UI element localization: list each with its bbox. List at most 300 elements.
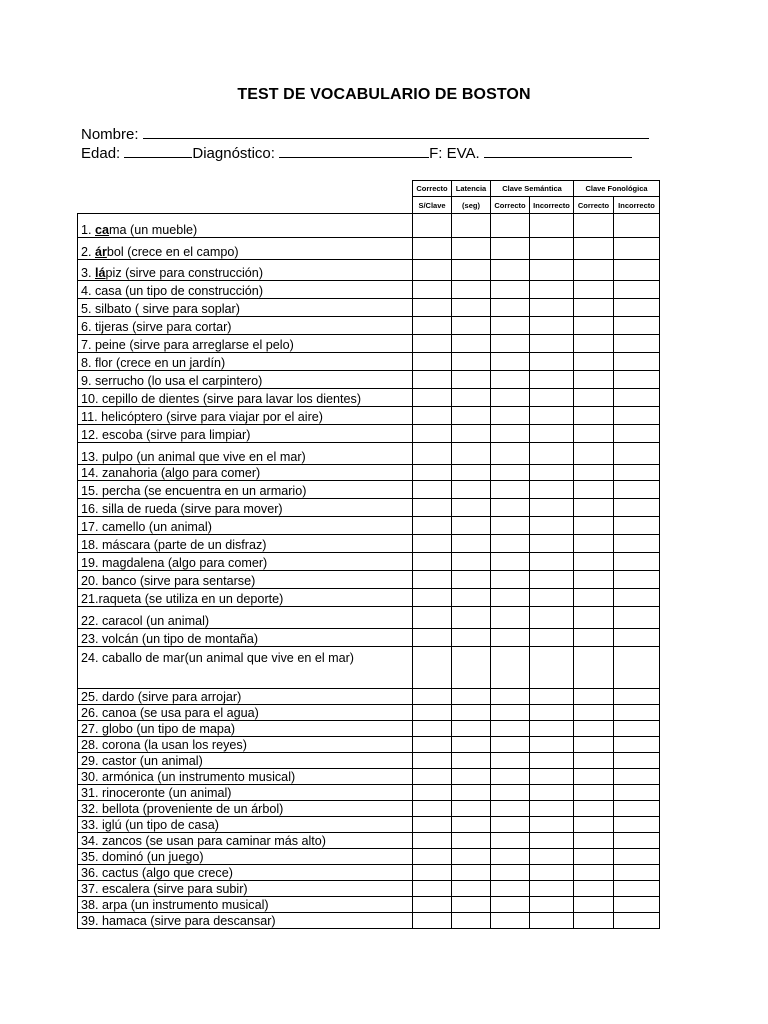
col-clave-fonologica: Clave Fonológica bbox=[574, 181, 660, 197]
item-label: 34. zancos (se usan para caminar más alto) bbox=[78, 833, 413, 849]
cell-sem-correcto[interactable] bbox=[491, 647, 530, 689]
table-row bbox=[78, 833, 660, 849]
cell-fon-correcto[interactable] bbox=[574, 425, 614, 443]
cell-fon-incorrecto[interactable] bbox=[614, 849, 660, 865]
table-row bbox=[78, 865, 660, 881]
cell-sem-incorrecto[interactable] bbox=[530, 801, 574, 817]
cell-sem-correcto[interactable] bbox=[491, 425, 530, 443]
cell-sem-correcto[interactable] bbox=[491, 299, 530, 317]
cell-sem-incorrecto[interactable] bbox=[530, 817, 574, 833]
table-row bbox=[78, 913, 660, 929]
item-label: 38. arpa (un instrumento musical) bbox=[78, 897, 413, 913]
cell-correcto[interactable] bbox=[413, 647, 452, 689]
cell-latencia[interactable] bbox=[452, 335, 491, 353]
cell-sem-correcto[interactable] bbox=[491, 833, 530, 849]
item-rest: bol (crece en el campo) bbox=[106, 245, 239, 259]
cell-sem-correcto[interactable] bbox=[491, 629, 530, 647]
cell-correcto[interactable] bbox=[413, 833, 452, 849]
item-label: 37. escalera (sirve para subir) bbox=[78, 881, 413, 897]
table-row bbox=[78, 317, 660, 335]
cell-correcto[interactable] bbox=[413, 571, 452, 589]
cell-fon-correcto[interactable] bbox=[574, 407, 614, 425]
item-label: 8. flor (crece en un jardín) bbox=[78, 353, 413, 371]
cell-latencia[interactable] bbox=[452, 705, 491, 721]
cell-fon-correcto[interactable] bbox=[574, 769, 614, 785]
cell-latencia[interactable] bbox=[452, 465, 491, 481]
col-sem-correcto: Correcto bbox=[491, 197, 530, 214]
cell-fon-incorrecto[interactable] bbox=[614, 647, 660, 689]
cell-fon-correcto[interactable] bbox=[574, 849, 614, 865]
cell-fon-correcto[interactable] bbox=[574, 353, 614, 371]
cell-correcto[interactable] bbox=[413, 425, 452, 443]
cell-sem-incorrecto[interactable] bbox=[530, 833, 574, 849]
cell-sem-incorrecto[interactable] bbox=[530, 281, 574, 299]
cell-sem-incorrecto[interactable] bbox=[530, 535, 574, 553]
item-rest: piz (sirve para construcción) bbox=[105, 266, 264, 280]
cell-fon-correcto[interactable] bbox=[574, 817, 614, 833]
cell-correcto[interactable] bbox=[413, 817, 452, 833]
cell-sem-incorrecto[interactable] bbox=[530, 353, 574, 371]
cell-fon-incorrecto[interactable] bbox=[614, 371, 660, 389]
cell-sem-correcto[interactable] bbox=[491, 443, 530, 465]
item-label: 24. caballo de mar(un animal que vive en el mar) bbox=[78, 647, 413, 689]
item-label: 21.raqueta (se utiliza en un deporte) bbox=[78, 589, 413, 607]
cell-fon-correcto[interactable] bbox=[574, 647, 614, 689]
cell-correcto[interactable] bbox=[413, 689, 452, 705]
cell-sem-correcto[interactable] bbox=[491, 571, 530, 589]
cell-correcto[interactable] bbox=[413, 553, 452, 571]
cell-fon-correcto[interactable] bbox=[574, 238, 614, 260]
cell-latencia[interactable] bbox=[452, 737, 491, 753]
cell-sem-correcto[interactable] bbox=[491, 865, 530, 881]
edad-label: Edad: bbox=[81, 145, 121, 162]
item-label: 10. cepillo de dientes (sirve para lavar los dientes) bbox=[78, 389, 413, 407]
cell-fon-incorrecto[interactable] bbox=[614, 607, 660, 629]
cell-sem-incorrecto[interactable] bbox=[530, 371, 574, 389]
cell-correcto[interactable] bbox=[413, 260, 452, 281]
cell-fon-correcto[interactable] bbox=[574, 389, 614, 407]
cell-correcto[interactable] bbox=[413, 465, 452, 481]
cell-latencia[interactable] bbox=[452, 689, 491, 705]
cell-sem-correcto[interactable] bbox=[491, 753, 530, 769]
cell-fon-correcto[interactable] bbox=[574, 443, 614, 465]
cell-latencia[interactable] bbox=[452, 785, 491, 801]
cell-sem-correcto[interactable] bbox=[491, 517, 530, 535]
item-phonetic-cue: ár bbox=[95, 245, 107, 259]
cell-fon-incorrecto[interactable] bbox=[614, 465, 660, 481]
cell-correcto[interactable] bbox=[413, 753, 452, 769]
item-label: 20. banco (sirve para sentarse) bbox=[78, 571, 413, 589]
cell-correcto[interactable] bbox=[413, 499, 452, 517]
cell-fon-correcto[interactable] bbox=[574, 499, 614, 517]
cell-fon-incorrecto[interactable] bbox=[614, 553, 660, 571]
cell-latencia[interactable] bbox=[452, 260, 491, 281]
cell-sem-incorrecto[interactable] bbox=[530, 214, 574, 238]
cell-fon-incorrecto[interactable] bbox=[614, 865, 660, 881]
cell-latencia[interactable] bbox=[452, 881, 491, 897]
cell-fon-correcto[interactable] bbox=[574, 897, 614, 913]
col-seg: (seg) bbox=[452, 197, 491, 214]
col-latencia: Latencia bbox=[452, 181, 491, 197]
item-label: 31. rinoceronte (un animal) bbox=[78, 785, 413, 801]
cell-sem-incorrecto[interactable] bbox=[530, 481, 574, 499]
cell-latencia[interactable] bbox=[452, 833, 491, 849]
cell-sem-incorrecto[interactable] bbox=[530, 299, 574, 317]
cell-sem-incorrecto[interactable] bbox=[530, 553, 574, 571]
cell-fon-incorrecto[interactable] bbox=[614, 897, 660, 913]
table-row bbox=[78, 238, 660, 260]
cell-correcto[interactable] bbox=[413, 589, 452, 607]
cell-sem-incorrecto[interactable] bbox=[530, 443, 574, 465]
cell-fon-incorrecto[interactable] bbox=[614, 335, 660, 353]
cell-correcto[interactable] bbox=[413, 913, 452, 929]
cell-latencia[interactable] bbox=[452, 389, 491, 407]
cell-latencia[interactable] bbox=[452, 865, 491, 881]
diagnostico-field[interactable] bbox=[279, 143, 429, 158]
cell-fon-correcto[interactable] bbox=[574, 281, 614, 299]
cell-latencia[interactable] bbox=[452, 647, 491, 689]
cell-sem-correcto[interactable] bbox=[491, 849, 530, 865]
cell-latencia[interactable] bbox=[452, 607, 491, 629]
cell-sem-correcto[interactable] bbox=[491, 721, 530, 737]
feva-label: F: EVA. bbox=[429, 145, 480, 162]
cell-fon-correcto[interactable] bbox=[574, 865, 614, 881]
cell-latencia[interactable] bbox=[452, 817, 491, 833]
table-row bbox=[78, 335, 660, 353]
cell-sem-correcto[interactable] bbox=[491, 407, 530, 425]
cell-fon-correcto[interactable] bbox=[574, 705, 614, 721]
cell-sem-correcto[interactable] bbox=[491, 589, 530, 607]
cell-fon-correcto[interactable] bbox=[574, 785, 614, 801]
table-row bbox=[78, 465, 660, 481]
cell-correcto[interactable] bbox=[413, 317, 452, 335]
cell-sem-correcto[interactable] bbox=[491, 499, 530, 517]
cell-latencia[interactable] bbox=[452, 317, 491, 335]
cell-latencia[interactable] bbox=[452, 371, 491, 389]
cell-latencia[interactable] bbox=[452, 753, 491, 769]
cell-latencia[interactable] bbox=[452, 299, 491, 317]
item-label: 39. hamaca (sirve para descansar) bbox=[78, 913, 413, 929]
edad-line bbox=[81, 143, 632, 162]
cell-correcto[interactable] bbox=[413, 737, 452, 753]
cell-fon-incorrecto[interactable] bbox=[614, 881, 660, 897]
cell-sem-incorrecto[interactable] bbox=[530, 881, 574, 897]
cell-sem-incorrecto[interactable] bbox=[530, 753, 574, 769]
cell-latencia[interactable] bbox=[452, 214, 491, 238]
cell-latencia[interactable] bbox=[452, 801, 491, 817]
cell-correcto[interactable] bbox=[413, 371, 452, 389]
cell-sem-correcto[interactable] bbox=[491, 353, 530, 371]
cell-sem-incorrecto[interactable] bbox=[530, 849, 574, 865]
cell-fon-correcto[interactable] bbox=[574, 629, 614, 647]
table-row bbox=[78, 769, 660, 785]
cell-correcto[interactable] bbox=[413, 607, 452, 629]
table-row bbox=[78, 299, 660, 317]
cell-fon-incorrecto[interactable] bbox=[614, 260, 660, 281]
cell-fon-correcto[interactable] bbox=[574, 481, 614, 499]
table-row bbox=[78, 753, 660, 769]
cell-fon-correcto[interactable] bbox=[574, 881, 614, 897]
cell-fon-correcto[interactable] bbox=[574, 260, 614, 281]
cell-latencia[interactable] bbox=[452, 897, 491, 913]
cell-sem-incorrecto[interactable] bbox=[530, 335, 574, 353]
cell-fon-correcto[interactable] bbox=[574, 689, 614, 705]
item-label: 35. dominó (un juego) bbox=[78, 849, 413, 865]
cell-fon-correcto[interactable] bbox=[574, 833, 614, 849]
cell-fon-correcto[interactable] bbox=[574, 299, 614, 317]
cell-sem-incorrecto[interactable] bbox=[530, 721, 574, 737]
table-row bbox=[78, 407, 660, 425]
col-sem-incorrecto: Incorrecto bbox=[530, 197, 574, 214]
cell-sem-correcto[interactable] bbox=[491, 769, 530, 785]
cell-fon-incorrecto[interactable] bbox=[614, 238, 660, 260]
feva-field[interactable] bbox=[484, 143, 632, 158]
cell-correcto[interactable] bbox=[413, 801, 452, 817]
cell-fon-incorrecto[interactable] bbox=[614, 721, 660, 737]
cell-sem-incorrecto[interactable] bbox=[530, 705, 574, 721]
item-label: 17. camello (un animal) bbox=[78, 517, 413, 535]
item-label: 11. helicóptero (sirve para viajar por el aire) bbox=[78, 407, 413, 425]
cell-correcto[interactable] bbox=[413, 897, 452, 913]
item-label: 5. silbato ( sirve para soplar) bbox=[78, 299, 413, 317]
cell-sem-correcto[interactable] bbox=[491, 535, 530, 553]
cell-correcto[interactable] bbox=[413, 238, 452, 260]
cell-correcto[interactable] bbox=[413, 721, 452, 737]
col-correcto: Correcto bbox=[413, 181, 452, 197]
cell-fon-correcto[interactable] bbox=[574, 753, 614, 769]
cell-fon-correcto[interactable] bbox=[574, 535, 614, 553]
cell-sem-incorrecto[interactable] bbox=[530, 737, 574, 753]
edad-field[interactable] bbox=[124, 143, 192, 158]
cell-correcto[interactable] bbox=[413, 299, 452, 317]
item-label: 22. caracol (un animal) bbox=[78, 607, 413, 629]
item-label: 19. magdalena (algo para comer) bbox=[78, 553, 413, 571]
cell-correcto[interactable] bbox=[413, 535, 452, 553]
cell-fon-correcto[interactable] bbox=[574, 317, 614, 335]
cell-latencia[interactable] bbox=[452, 499, 491, 517]
cell-fon-incorrecto[interactable] bbox=[614, 299, 660, 317]
cell-fon-incorrecto[interactable] bbox=[614, 517, 660, 535]
table-row bbox=[78, 689, 660, 705]
cell-sem-correcto[interactable] bbox=[491, 553, 530, 571]
cell-sem-correcto[interactable] bbox=[491, 817, 530, 833]
cell-sem-correcto[interactable] bbox=[491, 481, 530, 499]
table-row bbox=[78, 571, 660, 589]
cell-sem-correcto[interactable] bbox=[491, 801, 530, 817]
cell-fon-incorrecto[interactable] bbox=[614, 913, 660, 929]
cell-sem-incorrecto[interactable] bbox=[530, 769, 574, 785]
cell-sem-correcto[interactable] bbox=[491, 705, 530, 721]
cell-fon-incorrecto[interactable] bbox=[614, 535, 660, 553]
cell-latencia[interactable] bbox=[452, 238, 491, 260]
item-label: 14. zanahoria (algo para comer) bbox=[78, 465, 413, 481]
cell-sem-incorrecto[interactable] bbox=[530, 517, 574, 535]
header-blank bbox=[78, 181, 413, 214]
item-label bbox=[78, 260, 413, 281]
item-label bbox=[78, 214, 413, 238]
cell-fon-incorrecto[interactable] bbox=[614, 737, 660, 753]
cell-fon-incorrecto[interactable] bbox=[614, 499, 660, 517]
cell-correcto[interactable] bbox=[413, 785, 452, 801]
cell-sem-incorrecto[interactable] bbox=[530, 238, 574, 260]
item-label: 7. peine (sirve para arreglarse el pelo) bbox=[78, 335, 413, 353]
cell-latencia[interactable] bbox=[452, 849, 491, 865]
item-number: 3. bbox=[81, 266, 96, 280]
cell-fon-correcto[interactable] bbox=[574, 571, 614, 589]
cell-latencia[interactable] bbox=[452, 571, 491, 589]
table-row bbox=[78, 607, 660, 629]
cell-latencia[interactable] bbox=[452, 769, 491, 785]
cell-sem-correcto[interactable] bbox=[491, 335, 530, 353]
cell-correcto[interactable] bbox=[413, 281, 452, 299]
item-label: 9. serrucho (lo usa el carpintero) bbox=[78, 371, 413, 389]
cell-sem-correcto[interactable] bbox=[491, 317, 530, 335]
cell-correcto[interactable] bbox=[413, 517, 452, 535]
cell-fon-correcto[interactable] bbox=[574, 737, 614, 753]
cell-sem-incorrecto[interactable] bbox=[530, 785, 574, 801]
cell-sem-correcto[interactable] bbox=[491, 881, 530, 897]
cell-sem-correcto[interactable] bbox=[491, 465, 530, 481]
cell-sem-correcto[interactable] bbox=[491, 737, 530, 753]
col-clave-semantica: Clave Semántica bbox=[491, 181, 574, 197]
cell-fon-incorrecto[interactable] bbox=[614, 589, 660, 607]
cell-correcto[interactable] bbox=[413, 214, 452, 238]
cell-fon-incorrecto[interactable] bbox=[614, 481, 660, 499]
cell-fon-correcto[interactable] bbox=[574, 517, 614, 535]
cell-latencia[interactable] bbox=[452, 553, 491, 571]
cell-latencia[interactable] bbox=[452, 913, 491, 929]
cell-fon-correcto[interactable] bbox=[574, 465, 614, 481]
cell-sem-correcto[interactable] bbox=[491, 913, 530, 929]
table-row bbox=[78, 499, 660, 517]
cell-correcto[interactable] bbox=[413, 705, 452, 721]
cell-sem-correcto[interactable] bbox=[491, 260, 530, 281]
table-row bbox=[78, 801, 660, 817]
table-row bbox=[78, 721, 660, 737]
cell-sem-correcto[interactable] bbox=[491, 214, 530, 238]
cell-correcto[interactable] bbox=[413, 881, 452, 897]
cell-fon-incorrecto[interactable] bbox=[614, 801, 660, 817]
item-label: 18. máscara (parte de un disfraz) bbox=[78, 535, 413, 553]
nombre-field[interactable] bbox=[143, 124, 649, 139]
cell-fon-correcto[interactable] bbox=[574, 913, 614, 929]
cell-fon-incorrecto[interactable] bbox=[614, 817, 660, 833]
cell-sem-incorrecto[interactable] bbox=[530, 865, 574, 881]
cell-sem-incorrecto[interactable] bbox=[530, 897, 574, 913]
cell-sem-incorrecto[interactable] bbox=[530, 425, 574, 443]
cell-fon-incorrecto[interactable] bbox=[614, 389, 660, 407]
cell-fon-incorrecto[interactable] bbox=[614, 214, 660, 238]
cell-latencia[interactable] bbox=[452, 535, 491, 553]
cell-sem-correcto[interactable] bbox=[491, 607, 530, 629]
cell-latencia[interactable] bbox=[452, 481, 491, 499]
item-rest: ma (un mueble) bbox=[109, 223, 198, 237]
cell-sem-incorrecto[interactable] bbox=[530, 689, 574, 705]
cell-fon-correcto[interactable] bbox=[574, 589, 614, 607]
cell-latencia[interactable] bbox=[452, 721, 491, 737]
cell-fon-incorrecto[interactable] bbox=[614, 833, 660, 849]
table-row bbox=[78, 817, 660, 833]
item-label: 32. bellota (proveniente de un árbol) bbox=[78, 801, 413, 817]
cell-fon-incorrecto[interactable] bbox=[614, 407, 660, 425]
cell-fon-incorrecto[interactable] bbox=[614, 443, 660, 465]
cell-sem-incorrecto[interactable] bbox=[530, 407, 574, 425]
cell-fon-incorrecto[interactable] bbox=[614, 281, 660, 299]
cell-fon-correcto[interactable] bbox=[574, 721, 614, 737]
cell-sem-incorrecto[interactable] bbox=[530, 629, 574, 647]
cell-latencia[interactable] bbox=[452, 629, 491, 647]
cell-sem-incorrecto[interactable] bbox=[530, 465, 574, 481]
cell-fon-correcto[interactable] bbox=[574, 371, 614, 389]
cell-sem-incorrecto[interactable] bbox=[530, 589, 574, 607]
cell-correcto[interactable] bbox=[413, 481, 452, 499]
cell-latencia[interactable] bbox=[452, 425, 491, 443]
cell-fon-correcto[interactable] bbox=[574, 553, 614, 571]
cell-correcto[interactable] bbox=[413, 629, 452, 647]
cell-latencia[interactable] bbox=[452, 407, 491, 425]
cell-correcto[interactable] bbox=[413, 769, 452, 785]
cell-latencia[interactable] bbox=[452, 443, 491, 465]
cell-correcto[interactable] bbox=[413, 389, 452, 407]
item-label: 28. corona (la usan los reyes) bbox=[78, 737, 413, 753]
table-row bbox=[78, 785, 660, 801]
cell-fon-incorrecto[interactable] bbox=[614, 629, 660, 647]
cell-fon-incorrecto[interactable] bbox=[614, 317, 660, 335]
cell-fon-incorrecto[interactable] bbox=[614, 785, 660, 801]
cell-correcto[interactable] bbox=[413, 407, 452, 425]
cell-sem-correcto[interactable] bbox=[491, 785, 530, 801]
cell-sem-correcto[interactable] bbox=[491, 689, 530, 705]
item-label: 30. armónica (un instrumento musical) bbox=[78, 769, 413, 785]
cell-sem-incorrecto[interactable] bbox=[530, 913, 574, 929]
cell-fon-correcto[interactable] bbox=[574, 801, 614, 817]
cell-correcto[interactable] bbox=[413, 849, 452, 865]
cell-correcto[interactable] bbox=[413, 335, 452, 353]
cell-fon-incorrecto[interactable] bbox=[614, 753, 660, 769]
cell-fon-incorrecto[interactable] bbox=[614, 353, 660, 371]
cell-sem-correcto[interactable] bbox=[491, 389, 530, 407]
cell-fon-incorrecto[interactable] bbox=[614, 705, 660, 721]
item-label: 23. volcán (un tipo de montaña) bbox=[78, 629, 413, 647]
cell-latencia[interactable] bbox=[452, 281, 491, 299]
cell-latencia[interactable] bbox=[452, 353, 491, 371]
cell-fon-correcto[interactable] bbox=[574, 335, 614, 353]
cell-sem-correcto[interactable] bbox=[491, 281, 530, 299]
cell-sem-incorrecto[interactable] bbox=[530, 317, 574, 335]
cell-correcto[interactable] bbox=[413, 443, 452, 465]
cell-sem-correcto[interactable] bbox=[491, 371, 530, 389]
cell-correcto[interactable] bbox=[413, 353, 452, 371]
cell-fon-correcto[interactable] bbox=[574, 607, 614, 629]
cell-fon-incorrecto[interactable] bbox=[614, 425, 660, 443]
cell-fon-incorrecto[interactable] bbox=[614, 689, 660, 705]
cell-sem-incorrecto[interactable] bbox=[530, 499, 574, 517]
cell-sem-incorrecto[interactable] bbox=[530, 389, 574, 407]
cell-fon-incorrecto[interactable] bbox=[614, 769, 660, 785]
cell-sem-incorrecto[interactable] bbox=[530, 260, 574, 281]
cell-fon-correcto[interactable] bbox=[574, 214, 614, 238]
cell-latencia[interactable] bbox=[452, 589, 491, 607]
cell-sem-incorrecto[interactable] bbox=[530, 607, 574, 629]
cell-sem-correcto[interactable] bbox=[491, 897, 530, 913]
cell-correcto[interactable] bbox=[413, 865, 452, 881]
cell-latencia[interactable] bbox=[452, 517, 491, 535]
nombre-label: Nombre: bbox=[81, 126, 139, 143]
cell-sem-correcto[interactable] bbox=[491, 238, 530, 260]
cell-sem-incorrecto[interactable] bbox=[530, 647, 574, 689]
cell-sem-incorrecto[interactable] bbox=[530, 571, 574, 589]
cell-fon-incorrecto[interactable] bbox=[614, 571, 660, 589]
